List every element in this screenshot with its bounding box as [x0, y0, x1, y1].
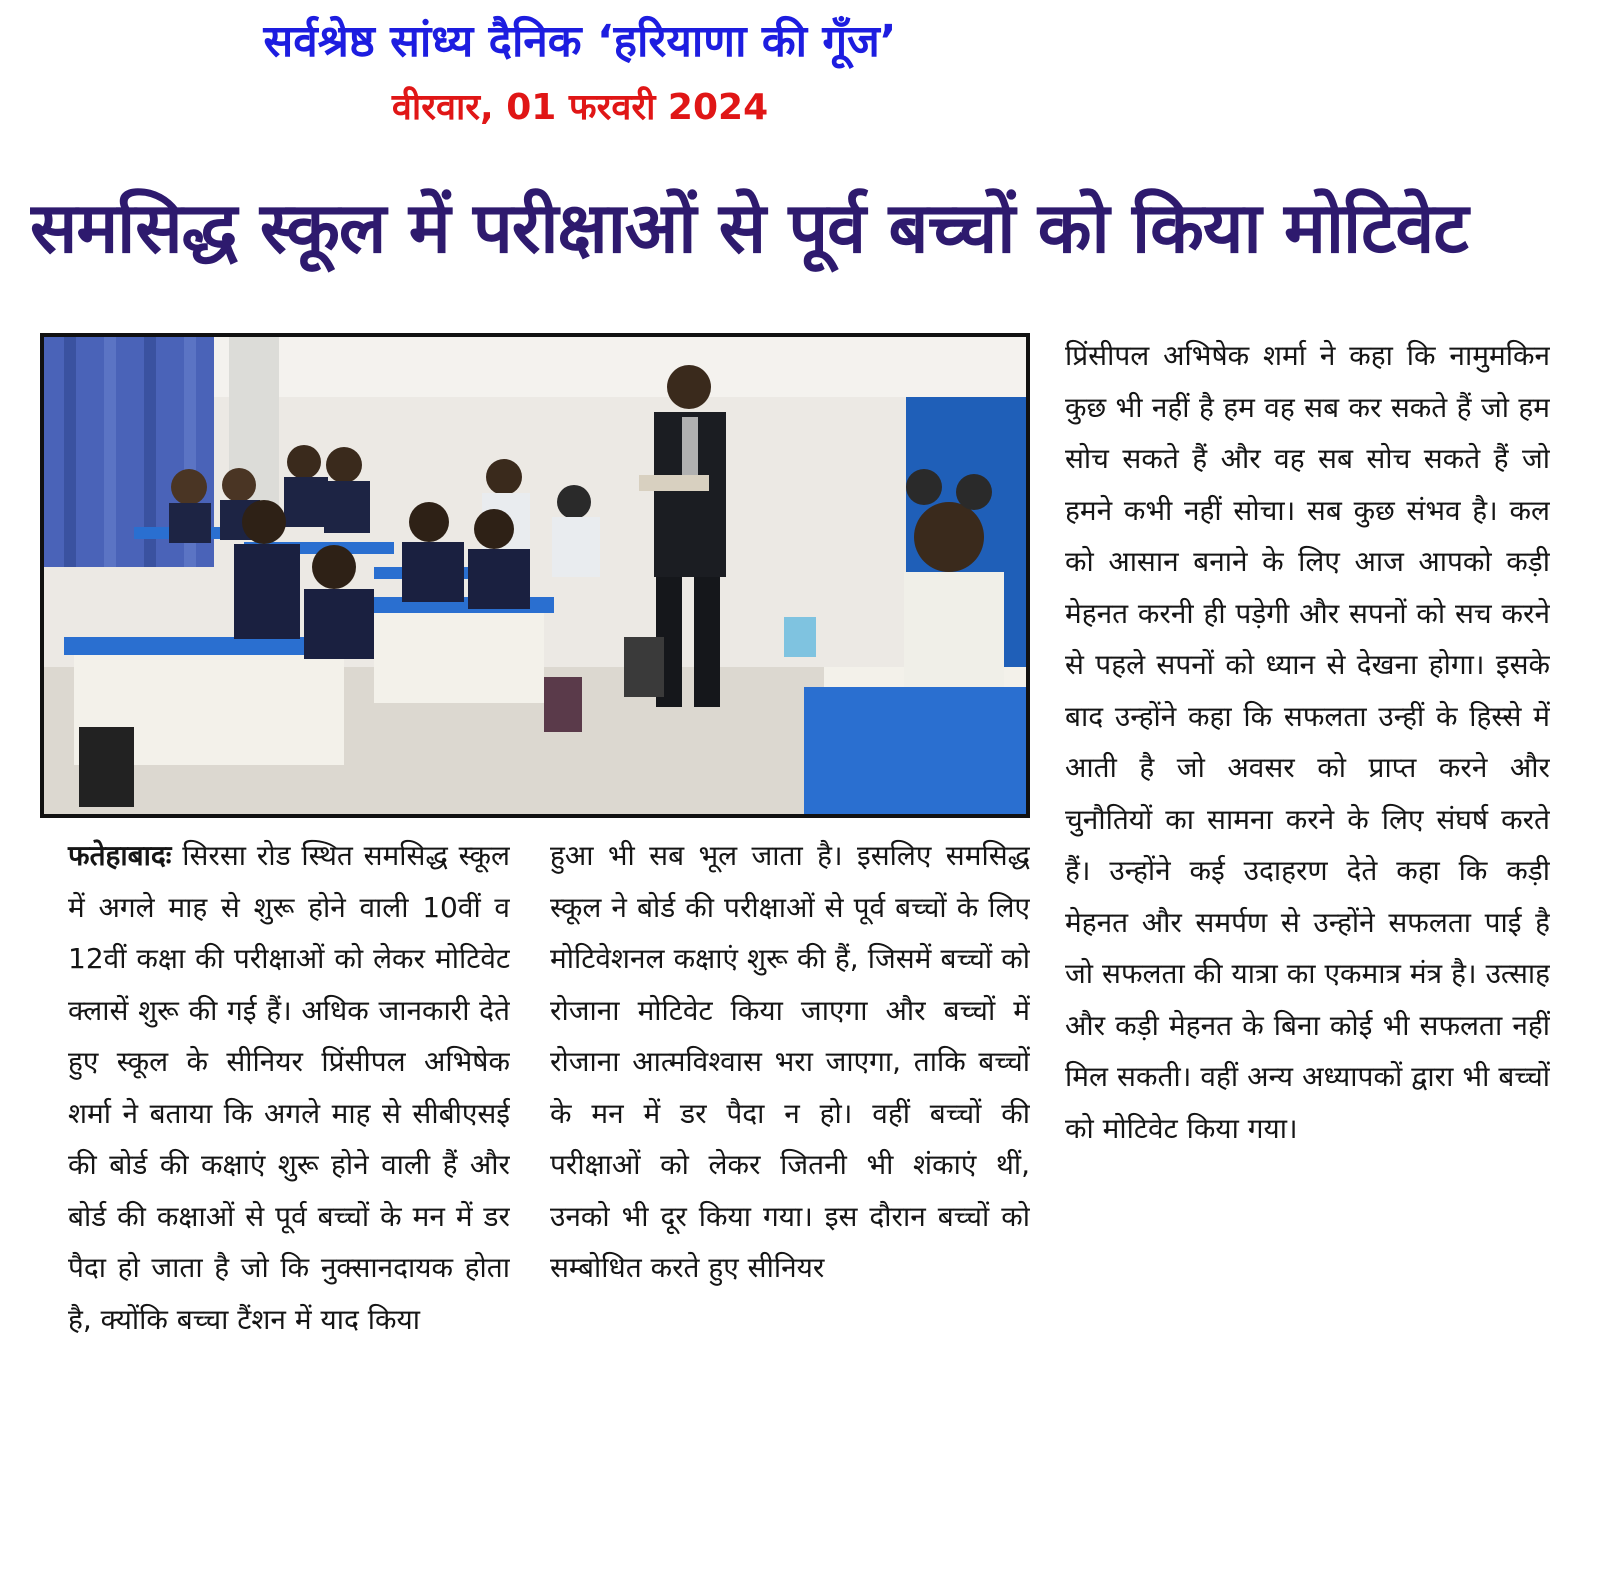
article-dateline-place: फतेहाबादः — [68, 839, 172, 872]
article-column-3 — [1065, 330, 1550, 1530]
article-column-2 — [550, 830, 1030, 1530]
article-text-col3: प्रिंसीपल अभिषेक शर्मा ने कहा कि नामुमकिन कुछ भी नहीं है हम वह सब कर सकते हैं जो हम सोच सकते हैं और वह सब सोच सकते हैं जो हमने कभी नहीं सोचा। सब कुछ संभव है। कल को आसान बनाने के लिए आज आपको कड़ी मेहनत करनी ही पड़ेगी और सपनों को सच करने से पहले सपनों को ध्यान से देखना होगा। इसके बाद उन्होंने कहा कि सफलता उन्हीं के हिस्से में आती है जो अवसर को प्राप्त करने और चुनौतियों का सामना करने के लिए संघर्ष करते हैं। उन्होंने कई उदाहरण देते कहा कि कड़ी मेहनत और समर्पण से उन्होंने सफलता पाई है जो सफलता की यात्रा का एकमात्र मंत्र है। उत्साह और कड़ी मेहनत के बिना कोई भी सफलता नहीं मिल सकती। वहीं अन्य अध्यापकों द्वारा भी बच्चों को मोटिवेट किया गया। — [1065, 339, 1550, 1145]
article-text-col2: हुआ भी सब भूल जाता है। इसलिए समसिद्ध स्कूल ने बोर्ड की परीक्षाओं से पूर्व बच्चों के लिए मोटिवेशनल कक्षाएं शुरू की हैं, जिसमें बच्चों को रोजाना मोटिवेट किया जाएगा और बच्चों में रोजाना आत्मविश्वास भरा जाएगा, ताकि बच्चों के मन में डर पैदा न हो। वहीं बच्चों की परीक्षाओं को लेकर जितनी भी शंकाएं थीं, उनको भी दूर किया गया। इस दौरान बच्चों को सम्बोधित करते हुए सीनियर — [550, 839, 1030, 1284]
article-text-col1: सिरसा रोड स्थित समसिद्ध स्कूल में अगले माह से शुरू होने वाली 10वीं व 12वीं कक्षा की परीक्षाओं को लेकर मोटिवेट क्लासें शुरू की गई हैं। अधिक जानकारी देते हुए स्कूल के सीनियर प्रिंसीपल अभिषेक शर्मा ने बताया कि अगले माह से सीबीएसई की बोर्ड की कक्षाएं शुरू होने वाली हैं और बोर्ड की कक्षाओं से पूर्व बच्चों के मन में डर पैदा हो जाता है जो कि नुक्सानदायक होता है, क्योंकि बच्चा टैंशन में याद किया — [68, 839, 510, 1336]
headline: समसिद्ध स्कूल में परीक्षाओं से पूर्व बच्चों को किया मोटिवेट — [30, 187, 1468, 269]
article-column-1 — [40, 830, 510, 1530]
publication-date: वीरवार, 01 फरवरी 2024 — [391, 87, 769, 128]
classroom-photo — [40, 333, 1030, 818]
classroom-illustration — [44, 337, 1026, 814]
masthead: सर्वश्रेष्ठ सांध्य दैनिक ‘हरियाणा की गूँज’ — [263, 16, 897, 67]
